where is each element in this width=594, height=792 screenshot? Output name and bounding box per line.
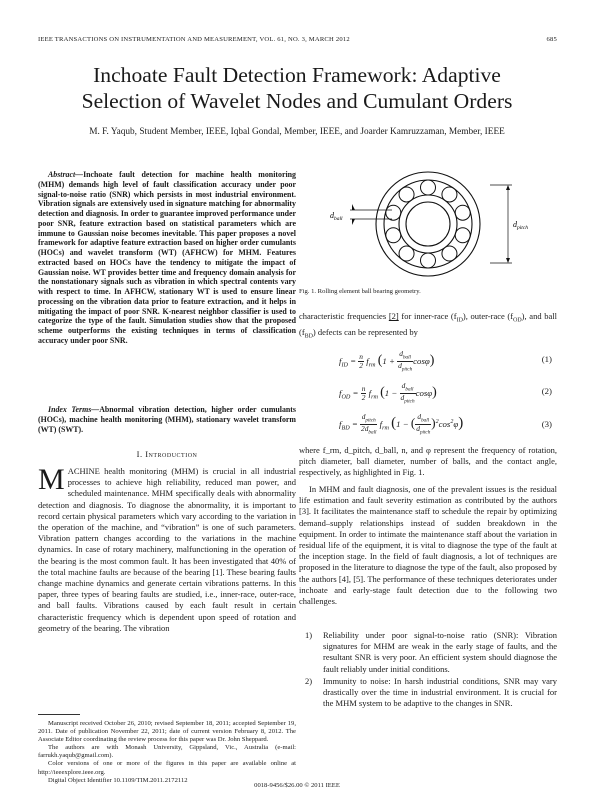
- right-paragraph-2: where f_rm, d_pitch, d_ball, n, and φ represent the frequency of rotation, pitch diameter, ball diameter, number of balls, and the contact angle, respectively, as highlighted in Fig. 1.: [299, 445, 557, 478]
- page-number: 685: [546, 36, 557, 43]
- index-terms-label: Index Terms—: [48, 405, 100, 414]
- footnote-rule: [38, 714, 80, 715]
- ball-diameter-label: $d_{ball}$: [330, 211, 343, 222]
- pitch-diameter-label: $d_{pitch}$: [513, 220, 528, 231]
- drop-cap: M: [38, 463, 65, 496]
- abstract: [38, 170, 296, 346]
- right-paragraph-3: In MHM and fault diagnosis, one of the prevalent issues is the residual life estimation and fault severity estimation as contributed by the authors [3]. It facilitates the maintenance staff to schedule the repair by optimizing demand–supply relationships instead of sudden breakdown in the equipment. In order to intimate the maintenance staff about the variation in residual life of the equipment, it is vital to diagnose the type of the fault at the inception stage. In the field of fault diagnosis, a lot of techniques are proposed in the literature to diagnose the type of the fault, also proposed by the authors [4], [5]. The performance of these techniques deteriorates under inchoate and early-stage fault detection due to the following two challenges.: [299, 484, 557, 607]
- bearing-figure: [330, 168, 530, 280]
- paper-title: [0, 62, 594, 114]
- ball: [442, 246, 457, 261]
- challenge-list: [305, 630, 557, 710]
- inner-ring-outer: [399, 195, 457, 253]
- introduction-paragraph: [38, 463, 296, 634]
- footnote-authors: The authors are with Monash University, Gippsland, Vic., Australia (e-mail: farrukh.yaqub@gmail.com).: [38, 744, 296, 760]
- equation-2: $f_{OD}$ = $\frac{n}{2}$ $f_{rm}$ (1 − $\frac{d_{ball}}{d_{pitch}}$ cosφ) (2): [339, 381, 552, 405]
- right-paragraph-1: characteristic frequencies [2] for inner-race $(f_{ID})$, outer-race $(f_{OD})$, and ball $(f_{BD})$ defects can be represented by: [299, 311, 557, 340]
- ball: [386, 228, 401, 243]
- challenge-number: 2): [305, 675, 313, 686]
- ball: [455, 205, 470, 220]
- section-heading: I. Introduction: [136, 449, 198, 459]
- challenge-number: 1): [305, 630, 313, 640]
- ball: [399, 187, 414, 202]
- abstract-label: Abstract—: [48, 170, 84, 179]
- title-line-1: Inchoate Fault Detection Framework: Adaptive: [93, 63, 501, 87]
- running-header: IEEE TRANSACTIONS ON INSTRUMENTATION AND MEASUREMENT, VOL. 61, NO. 3, MARCH 2012: [38, 36, 350, 43]
- inner-ring-inner: [406, 202, 450, 246]
- challenge-item: [305, 630, 557, 675]
- footnote-doi: Digital Object Identifier 10.1109/TIM.2011.2172112: [48, 776, 188, 784]
- ball: [421, 180, 436, 195]
- index-terms-text: Abnormal vibration detection, higher order cumulants (HOCs), machine health monitoring (MHM), stationary wavelet transform (WT) (SWT).: [38, 405, 297, 434]
- equation-3: $f_{BD}$ = $\frac{d_{pitch}}{2d_{ball}}$ $f_{rm}$ (1 − ( $\frac{d_{ball}}{d_{pitch}}$ )$^2\cos^2\varphi$) (3): [339, 412, 552, 436]
- author-list: M. F. Yaqub, Student Member, IEEE, Iqbal Gondal, Member, IEEE, and Joarder Kamruzzaman, Member, IEEE: [89, 127, 505, 137]
- ball: [386, 205, 401, 220]
- abstract-text: Inchoate fault detection for machine health monitoring (MHM) demands high level of fault classification accuracy under poor signal-to-noise ratio (SNR) which persists in most industrial environment. Vibration signals are extensively used in signature matching for abnormality detection and diagnosis. In order to guarantee improved performance under poor SNR, feature extraction based on statistical parameters which are immune to Gaussian noise becomes inevitable. This paper proposes a novel framework for adaptive feature extraction based on higher order cumulants (HOCs) and wavelet transform (WT) (AFHCW) for MHM. Features extracted based on HOCs have the tendency to mitigate the impact of Gaussian noise. WT provides better time and frequency domain analysis for the nonstationary signals such as vibration in which spectral contents vary with respect to time. In AFHCW, stationary WT is used to ensure linear processing on the vibration data prior to feature extraction, and it helps in mitigating the impact of poor SNR. K-nearest neighbor classifier is used to categorize the type of the fault. Simulation studies show that the proposed scheme outperforms the existing techniques in terms of classification accuracy under poor SNR.: [38, 170, 296, 345]
- ball: [442, 187, 457, 202]
- copyright-line: 0018-9456/$26.00 © 2011 IEEE: [254, 782, 340, 789]
- ball: [455, 228, 470, 243]
- challenge-item: [305, 675, 557, 710]
- footnote-manuscript: Manuscript received October 26, 2010; revised September 18, 2011; accepted September 19, 2011. Date of publication November 22, 2011; date of current version February 8, 2012. The Associate Editor coordinating the review process for this paper was Dr. John Sheppard.: [38, 720, 296, 744]
- footnotes: [38, 720, 296, 785]
- ball: [421, 253, 436, 268]
- footnote-color: Color versions of one or more of the figures in this paper are available online at http://ieeexplore.ieee.org.: [38, 760, 296, 776]
- outer-ring-inner: [384, 180, 472, 268]
- challenge-text: Immunity to noise: In harsh industrial conditions, SNR may vary drastically over the time in industrial environment. It is crucial for the MHM system to be adaptive to the changes in SNR.: [323, 675, 557, 709]
- title-line-2: Selection of Wavelet Nodes and Cumulant Orders: [81, 89, 513, 113]
- figure-caption: Fig. 1. Rolling element ball bearing geometry.: [299, 288, 421, 295]
- ball: [399, 246, 414, 261]
- challenge-text: Reliability under poor signal-to-noise ratio (SNR): Vibration signatures for MHM are weak in the early stage of faults, and the resultant SNR is very poor. An efficient system should diagnose the fault reliably under initial conditions.: [323, 630, 557, 674]
- index-terms: [38, 405, 296, 434]
- intro-text: ACHINE health monitoring (MHM) is crucial in all industrial processes to achieve high reliability, reduced man power, and scheduled maintenance. MHM specifically deals with abnormality detection and diagnosis. To diagnose the abnormality, it is important to record certain physical parameters which vary according to the variation in the operation of the machine, and “vibration” is one of such parameters. Vibration pattern changes according to the variations in the machine dynamics. In case of rotary machinery, malfunctioning in the operation of the bearing is the most common fault. It has been investigated that 40% of the total machine faults are because of the bearing [1]. These bearing faults change machine dynamics and generate certain vibrations patterns. In this paper, three types of bearing faults are studied, i.e., inner-race, outer-race, and ball faults. Vibrations caused by each fault result in certain characteristic frequency which is dependent upon speed of rotation and geometry of the bearing. The vibration: [38, 466, 296, 633]
- reference-link[interactable]: [2]: [388, 311, 399, 321]
- outer-ring-outer: [376, 172, 480, 276]
- equation-1: $f_{ID}$ = $\frac{n}{2}$ $f_{rm}$ (1 + $\frac{d_{ball}}{d_{pitch}}$ cosφ) (1): [339, 349, 552, 373]
